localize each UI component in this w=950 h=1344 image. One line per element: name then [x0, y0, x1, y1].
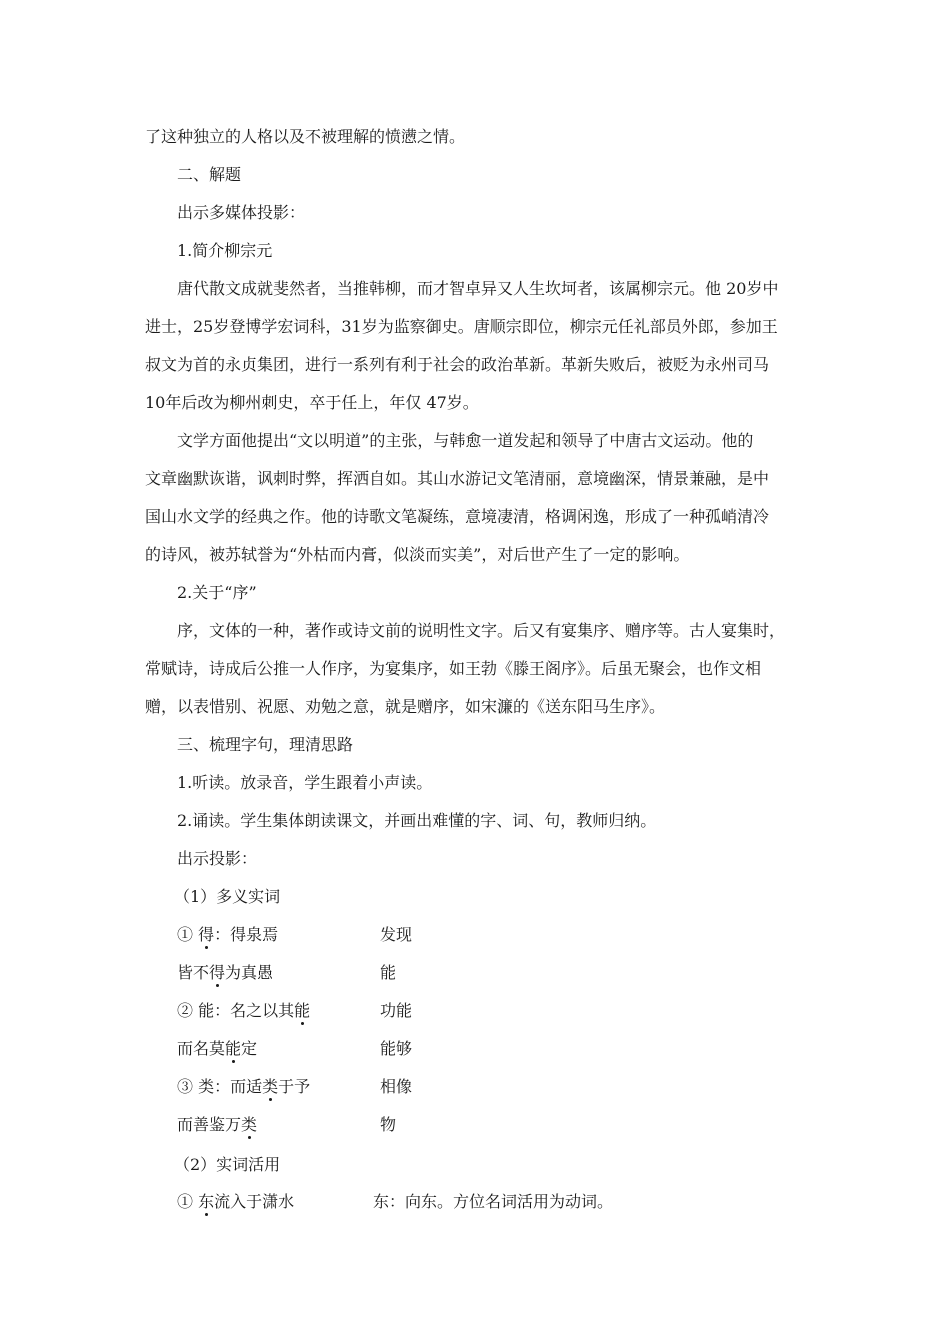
paragraph-line: 国山水文学的经典之作。他的诗歌文笔凝练，意境凄清，格调闲逸，形成了一种孤峭清冷 — [145, 507, 770, 526]
emphasis-dot-char: 能 — [294, 1001, 311, 1020]
emphasis-dot-char: 能 — [225, 1039, 242, 1058]
paragraph-line: 2.诵读。学生集体朗读课文，并画出难懂的字、词、句，教师归纳。 — [177, 811, 657, 830]
vocab-example: ① 得：得泉焉 — [177, 925, 279, 944]
paragraph-line: 赠，以表惜别、祝愿、劝勉之意，就是赠序，如宋濂的《送东阳马生序》。 — [145, 697, 666, 716]
vocab-example: 而善鉴万类 — [177, 1115, 258, 1134]
paragraph-line: 出示多媒体投影： — [177, 203, 306, 222]
paragraph-line: 文学方面他提出“文以明道”的主张，与韩愈一道发起和领导了中唐古文运动。他的 — [177, 431, 754, 450]
vocab-example: 皆不得为真愚 — [177, 963, 274, 982]
paragraph-line: 常赋诗，诗成后公推一人作序，为宴集序，如王勃《滕王阁序》。后虽无聚会，也作文相 — [145, 659, 762, 678]
paragraph-line: 进士，25岁登博学宏词科，31岁为监察御史。唐顺宗即位，柳宗元任礼部员外郎，参加王 — [145, 317, 778, 336]
vocab-example: ② 能：名之以其能 — [177, 1001, 311, 1020]
emphasis-dot-char: 类 — [241, 1115, 258, 1134]
paragraph-line: 10年后改为柳州刺史，卒于任上，年仅 47岁。 — [145, 393, 479, 412]
vocab-meaning: 能够 — [380, 1039, 413, 1058]
vocab-example: ① 东流入于潇水 — [177, 1192, 295, 1211]
paragraph-line: 叔文为首的永贞集团，进行一系列有利于社会的政治革新。革新失败后，被贬为永州司马 — [145, 355, 770, 374]
section-heading: 三、梳理字句，理清思路 — [177, 735, 354, 754]
paragraph-line: 1.听读。放录音，学生跟着小声读。 — [177, 773, 433, 792]
subsection-heading: 1.简介柳宗元 — [177, 241, 273, 260]
section-heading: 二、解题 — [177, 165, 242, 184]
subsection-heading: 2.关于“序” — [177, 583, 257, 602]
paragraph-line: 序，文体的一种，著作或诗文前的说明性文字。后又有宴集序、赠序等。古人宴集时， — [177, 621, 786, 640]
vocab-meaning: 发现 — [380, 925, 413, 944]
vocab-example: 而名莫能定 — [177, 1039, 258, 1058]
vocab-heading: （1）多义实词 — [174, 887, 281, 906]
vocab-meaning: 东：向东。方位名词活用为动词。 — [373, 1192, 614, 1211]
emphasis-dot-char: 得 — [198, 925, 215, 944]
vocab-meaning: 相像 — [380, 1077, 413, 1096]
vocab-meaning: 物 — [380, 1115, 397, 1134]
paragraph-line: 了这种独立的人格以及不被理解的愤懑之情。 — [145, 127, 466, 146]
emphasis-dot-char: 类 — [262, 1077, 279, 1096]
paragraph-line: 的诗风，被苏轼誉为“外枯而内膏，似淡而实美”，对后世产生了一定的影响。 — [145, 545, 690, 564]
vocab-example: ③ 类：而适类于予 — [177, 1077, 311, 1096]
emphasis-dot-char: 得 — [209, 963, 226, 982]
paragraph-line: 出示投影： — [177, 849, 258, 868]
paragraph-line: 唐代散文成就斐然者，当推韩柳，而才智卓异又人生坎坷者，该属柳宗元。他 20岁中 — [177, 279, 779, 298]
vocab-meaning: 能 — [380, 963, 397, 982]
vocab-heading: （2）实词活用 — [174, 1155, 281, 1174]
paragraph-line: 文章幽默诙谐，讽刺时弊，挥洒自如。其山水游记文笔清丽，意境幽深，情景兼融，是中 — [145, 469, 770, 488]
vocab-meaning: 功能 — [380, 1001, 413, 1020]
emphasis-dot-char: 东 — [198, 1192, 215, 1211]
